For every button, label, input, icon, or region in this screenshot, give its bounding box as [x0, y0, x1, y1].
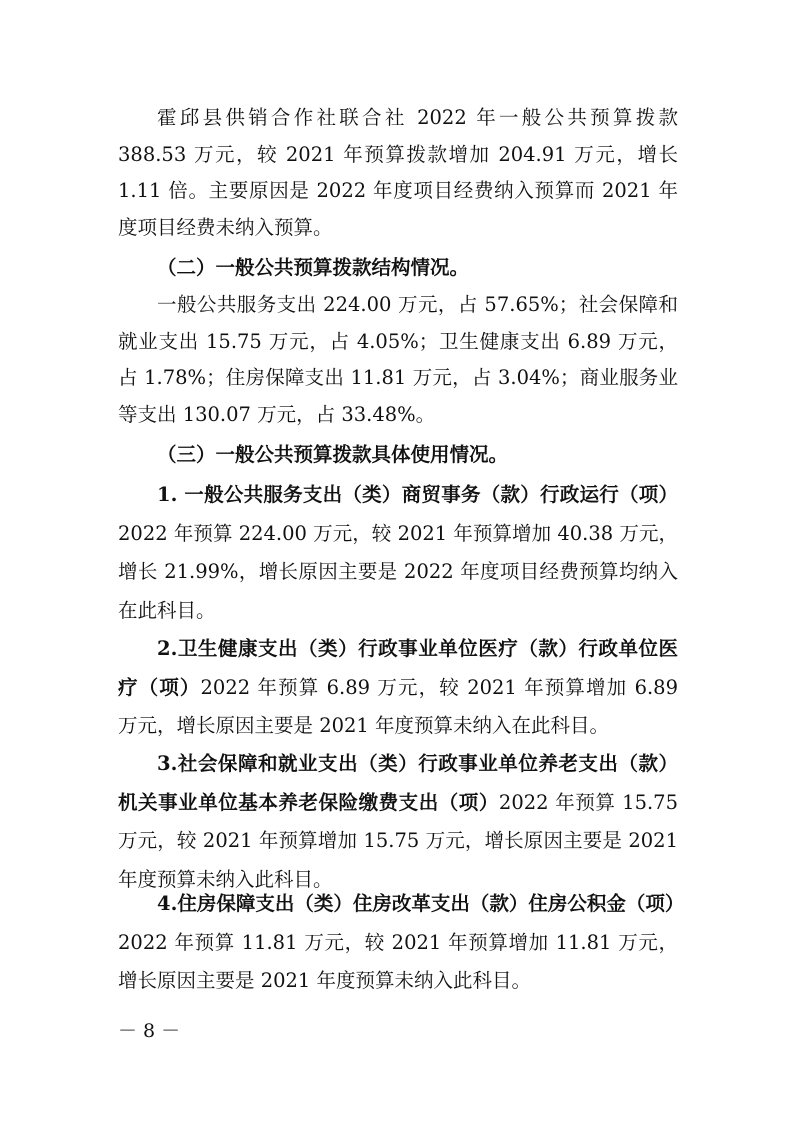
usage-item-4-title: 4.住房保障支出（类）住房改革支出（款）住房公积金（项） — [157, 892, 685, 915]
budget-summary-paragraph: 霍邱县供销合作社联合社 2022 年一般公共预算拨款 388.53 万元，较 2021 年预算拨款增加 204.91 万元，增长 1.11 倍。主要原因是 2022 年度项目经费纳入预算而 2021 年度项目经费未纳入预算。 — [118, 106, 678, 239]
usage-item-3 — [118, 745, 678, 899]
usage-item-2-body: 2022 年预算 6.89 万元，较 2021 年预算增加 6.89 万元，增长原因主要是 2021 年度预算未纳入在此科目。 — [118, 675, 678, 737]
section-heading-structure: （二）一般公共预算拨款结构情况。 — [157, 256, 470, 279]
section-heading-usage: （三）一般公共预算拨款具体使用情况。 — [157, 443, 509, 466]
usage-item-4 — [118, 885, 685, 1001]
usage-item-3-body: 2022 年预算 15.75 万元，较 2021 年预算增加 15.75 万元，增长原因主要是 2021 年度预算未纳入此科目。 — [118, 790, 678, 891]
usage-item-3-title: 3.社会保障和就业支出（类）行政事业单位养老支出（款）机关事业单位基本养老保险缴费支出（项） — [118, 752, 678, 814]
usage-item-2-title: 2.卫生健康支出（类）行政事业单位医疗（款）行政单位医疗（项） — [118, 637, 678, 699]
usage-item-1-body: 2022 年预算 224.00 万元，较 2021 年预算增加 40.38 万元，增长 21.99%，增长原因主要是 2022 年度项目经费预算均纳入在此科目。 — [118, 521, 678, 622]
usage-item-1 — [118, 476, 678, 630]
usage-item-2 — [118, 630, 678, 746]
usage-item-4-body: 2022 年预算 11.81 万元，较 2021 年预算增加 11.81 万元，增长原因主要是 2021 年度预算未纳入此科目。 — [118, 930, 678, 992]
budget-structure-paragraph: 一般公共服务支出 224.00 万元，占 57.65%；社会保障和就业支出 15.75 万元，占 4.05%；卫生健康支出 6.89 万元，占 1.78%；住房保障支出 11.81 万元，占 3.04%；商业服务业等支出 130.07 万元，占 33.48%。 — [118, 293, 678, 426]
page-number: － 8 － — [118, 1020, 181, 1042]
usage-item-1-title: 1. 一般公共服务支出（类）商贸事务（款）行政运行（项） — [157, 483, 678, 506]
